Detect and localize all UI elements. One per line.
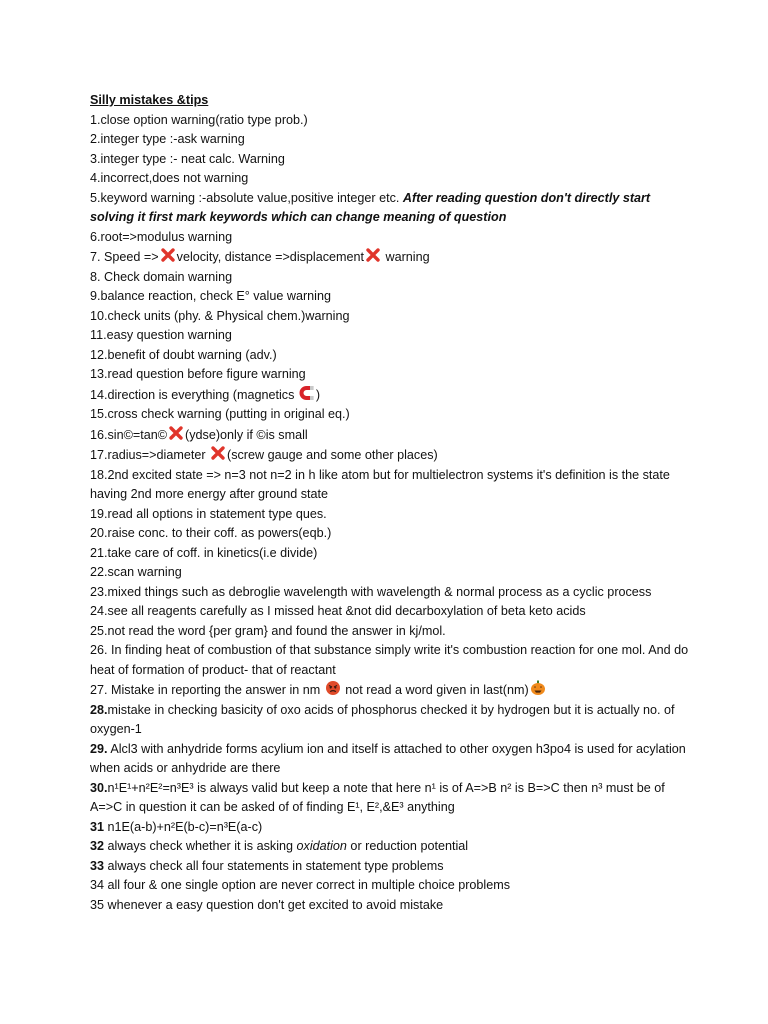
cross-mark-icon — [168, 425, 184, 441]
tip-9: 9.balance reaction, check E° value warning — [90, 289, 331, 303]
tip-13: 13.read question before figure warning — [90, 367, 306, 381]
tip-15: 15.cross check warning (putting in original eq.) — [90, 407, 350, 421]
tip-5-emphasis: After reading question don't directly start solving it first mark keywords which can change meaning of question — [90, 190, 651, 224]
magnet-icon — [299, 385, 315, 401]
tip-32 — [90, 837, 690, 857]
tip-33-number: 33 — [90, 858, 105, 873]
tip-31-text: n1E(a-b)+n²E(b-c)=n³E(a-c) — [104, 819, 263, 834]
tip-17 — [90, 445, 690, 466]
tip-31-number: 31 — [90, 819, 105, 834]
tip-30-text: n¹E¹+n²E²=n³E³ is always valid but keep a note that here n¹ is of A=>B n² is B=>C then n³ must be of A=>C in question it can be asked of of finding E¹, E²,&E³ anything — [90, 780, 665, 814]
tip-7 — [90, 247, 690, 268]
tip-21: 21.take care of coff. in kinetics(i.e divide) — [90, 545, 318, 560]
tip-1: 1.close option warning(ratio type prob.) — [90, 112, 308, 127]
tip-2: 2.integer type :-ask warning — [90, 132, 245, 146]
tip-28 — [90, 701, 690, 740]
tip-20: 20.raise conc. to their coff. as powers(eqb.) — [90, 526, 332, 540]
tip-35: 35 whenever a easy question don't get excited to avoid mistake — [90, 897, 444, 912]
tip-14-text-b: ) — [315, 387, 321, 402]
tip-32-text-a: always check whether it is asking — [104, 839, 297, 853]
cross-mark-icon — [365, 247, 381, 263]
tip-4: 4.incorrect,does not warning — [90, 171, 249, 185]
tip-28-text: mistake in checking basicity of oxo acids of phosphorus checked it by hydrogen but it is actually no. of oxygen-1 — [90, 702, 675, 736]
jack-o-lantern-icon — [530, 680, 546, 696]
cross-mark-icon — [210, 445, 226, 461]
tip-29-number: 29. — [90, 741, 108, 756]
tip-5-text: 5.keyword warning :-absolute value,positive integer etc. — [90, 190, 403, 205]
tip-16-text-b: (ydse)only if ©is small — [185, 427, 308, 442]
tip-22: 22.scan warning — [90, 565, 182, 579]
tip-27 — [90, 680, 690, 701]
tip-27-text-b: not read a word given in last(nm) — [341, 683, 529, 697]
tip-17-text-b: (screw gauge and some other places) — [227, 448, 438, 462]
tip-14-text-a: 14.direction is everything (magnetics — [90, 387, 298, 402]
tip-30-number: 30. — [90, 780, 108, 795]
tip-33-text: always check all four statements in statement type problems — [104, 858, 444, 873]
tip-32-emphasis: oxidation — [296, 839, 347, 853]
tip-28-number: 28. — [90, 702, 108, 717]
tip-26: 26. In finding heat of combustion of that substance simply write it's combustion reaction for one mol. And do heat of formation of product- that of reactant — [90, 643, 689, 677]
tip-30 — [90, 779, 690, 818]
tip-11: 11.easy question warning — [90, 328, 232, 342]
tip-32-text-c: or reduction potential — [346, 839, 469, 853]
tip-27-text-a: 27. Mistake in reporting the answer in nm — [90, 683, 324, 697]
tip-7-text-a: 7. Speed => — [90, 250, 159, 264]
tip-8: 8. Check domain warning — [90, 269, 233, 284]
tip-16-text-a: 16.sin©=tan© — [90, 427, 168, 442]
tip-12: 12.benefit of doubt warning (adv.) — [90, 347, 277, 362]
tip-23: 23.mixed things such as debroglie wavelength with wavelength & normal process as a cyclic process — [90, 584, 652, 599]
document-title: Silly mistakes &tips — [90, 93, 209, 107]
tip-16 — [90, 425, 690, 446]
tip-29-text: Alcl3 with anhydride forms acylium ion and itself is attached to other oxygen h3po4 is used for acylation when acids or anhydride are there — [90, 741, 686, 775]
tip-7-text-c: warning — [382, 250, 430, 264]
tip-24: 24.see all reagents carefully as I missed heat &not did decarboxylation of beta keto acids — [90, 604, 586, 618]
tip-17-text-a: 17.radius=>diameter — [90, 448, 210, 462]
tip-6: 6.root=>modulus warning — [90, 229, 233, 244]
tip-7-text-b: velocity, distance =>displacement — [176, 250, 365, 264]
tip-33 — [90, 857, 690, 877]
tip-14 — [90, 385, 690, 406]
notes-list — [90, 91, 690, 915]
tip-19: 19.read all options in statement type ques. — [90, 506, 327, 521]
tip-18: 18.2nd excited state => n=3 not n=2 in h like atom but for multielectron systems it's definition is the state having 2nd more energy after ground state — [90, 467, 670, 501]
angry-face-icon — [325, 680, 341, 696]
tip-34: 34 all four & one single option are never correct in multiple choice problems — [90, 878, 511, 892]
tip-25: 25.not read the word {per gram} and found the answer in kj/mol. — [90, 623, 446, 638]
tip-3: 3.integer type :- neat calc. Warning — [90, 151, 285, 166]
tip-29 — [90, 740, 690, 779]
tip-31 — [90, 818, 690, 838]
tip-10: 10.check units (phy. & Physical chem.)warning — [90, 308, 350, 323]
tip-32-number: 32 — [90, 839, 105, 853]
tip-5 — [90, 189, 690, 228]
cross-mark-icon — [160, 247, 176, 263]
